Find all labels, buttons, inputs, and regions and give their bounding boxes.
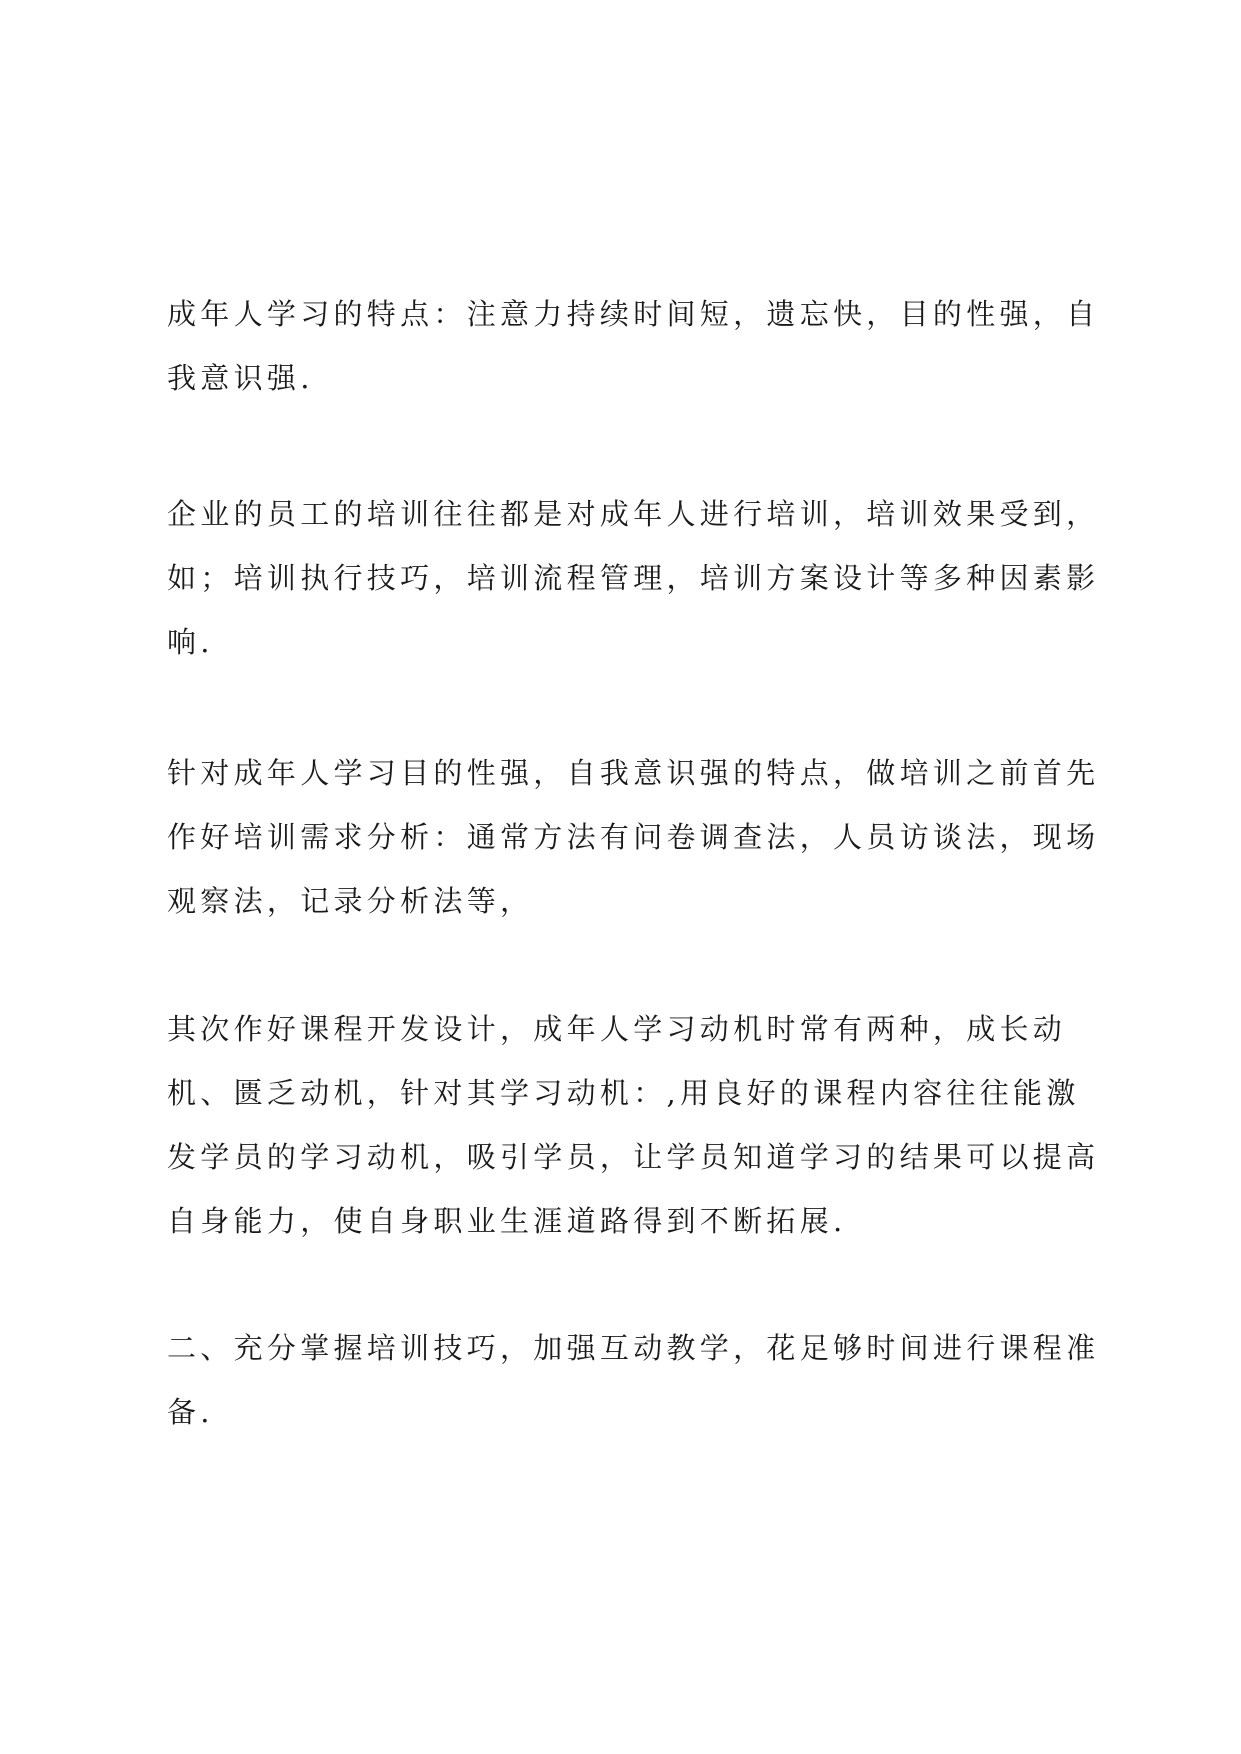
text-line: 我意识强. [167, 361, 314, 395]
text-line: 其次作好课程开发设计，成年人学习动机时常有两种，成长动 [167, 1012, 1067, 1046]
text-line: 二、充分掌握培训技巧，加强互动教学，花足够时间进行课程准 [167, 1331, 1100, 1365]
paragraph-needs-analysis [167, 741, 1100, 933]
text-line: 响. [167, 625, 214, 659]
paragraph-adult-learning-traits [167, 282, 1100, 410]
text-line: 机、匮乏动机，针对其学习动机：,用良好的课程内容往往能激 [167, 1076, 1080, 1110]
text-line: 发学员的学习动机，吸引学员，让学员知道学习的结果可以提高 [167, 1140, 1100, 1174]
paragraph-training-skills [167, 1316, 1100, 1444]
text-line: 作好培训需求分析：通常方法有问卷调查法，人员访谈法，现场 [167, 820, 1100, 854]
paragraph-course-design [167, 997, 1100, 1253]
text-line: 如；培训执行技巧，培训流程管理，培训方案设计等多种因素影 [167, 561, 1100, 595]
text-line: 观察法，记录分析法等， [167, 884, 534, 918]
paragraph-training-factors [167, 482, 1100, 674]
text-line: 企业的员工的培训往往都是对成年人进行培训，培训效果受到， [167, 497, 1100, 531]
text-line: 备. [167, 1395, 214, 1429]
text-line: 自身能力，使自身职业生涯道路得到不断拓展. [167, 1204, 847, 1238]
text-line: 成年人学习的特点：注意力持续时间短，遗忘快，目的性强，自 [167, 297, 1100, 331]
text-line: 针对成年人学习目的性强，自我意识强的特点，做培训之前首先 [167, 756, 1100, 790]
